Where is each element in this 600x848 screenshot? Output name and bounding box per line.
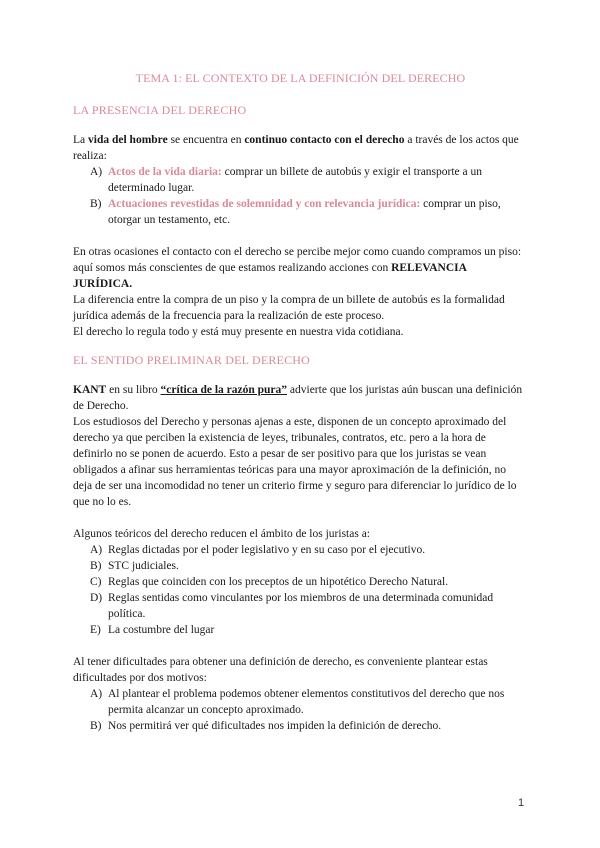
list-marker: C)	[90, 576, 102, 588]
bold-text: vida del hombre	[88, 134, 168, 146]
list-marker: B)	[90, 198, 102, 210]
list-item-text: Reglas dictadas por el poder legislativo y en su caso por el ejecutivo.	[108, 544, 426, 556]
list-item-text: Al plantear el problema podemos obtener elementos constitutivos del derecho que nos permita alcanzar un concepto aproximado.	[108, 688, 505, 716]
list-marker: A)	[90, 166, 103, 178]
paragraph-diferencia: La diferencia entre la compra de un piso y la compra de un billete de autobús es la formalidad jurídica además de la frecuencia para la realización de este proceso.	[73, 294, 505, 322]
text-run: La	[73, 134, 89, 146]
list-item	[73, 686, 528, 718]
motivos-list	[73, 686, 528, 734]
list-marker: B)	[90, 720, 102, 732]
text-run: comprar un piso, otorgar un testamento, etc.	[108, 198, 501, 226]
acts-list	[73, 164, 528, 228]
paragraph-dificultades: Al tener dificultades para obtener una definición de derecho, es conveniente plantear estas dificultades por dos motivos:	[73, 656, 488, 684]
bold-text: RELEVANCIA JURÍDICA.	[73, 262, 467, 290]
list-item-text: Reglas que coinciden con los preceptos de un hipotético Derecho Natural.	[108, 576, 449, 588]
bold-text: KANT	[73, 384, 107, 396]
list-item	[73, 718, 528, 734]
text-run: se encuentra en	[167, 134, 245, 146]
text-run: advierte que los juristas aún buscan una definición de Derecho.	[73, 384, 523, 412]
highlight-label: Actos de la vida diaria:	[108, 166, 222, 178]
bold-text: continuo contacto con el derecho	[244, 134, 405, 146]
text-run: a través de los actos que realiza:	[73, 134, 519, 162]
list-item-text: STC judiciales.	[108, 560, 179, 572]
list-item-text: La costumbre del lugar	[108, 624, 215, 636]
list-item	[73, 622, 528, 638]
highlight-label: Actuaciones revestidas de solemnidad y con relevancia jurídica:	[108, 198, 421, 210]
page-number: 1	[518, 797, 525, 809]
list-item	[73, 542, 528, 558]
list-item	[73, 558, 528, 574]
list-marker: A)	[90, 688, 103, 700]
juristas-list	[73, 542, 528, 638]
book-title: “crítica de la razón pura”	[160, 384, 288, 396]
text-run: En otras ocasiones el contacto con el derecho se percibe mejor como cuando compramos un piso: aquí somos más conscientes de que estamos realizando acciones con	[73, 246, 522, 274]
document-title: TEMA 1: EL CONTEXTO DE LA DEFINICIÓN DEL DERECHO	[135, 71, 466, 85]
list-marker: D)	[90, 592, 103, 604]
list-item-text: Reglas sentidas como vinculantes por los miembros de una determinada comunidad política.	[108, 592, 494, 620]
text-run: comprar un billete de autobús y exigir el transporte a un determinado lugar.	[108, 166, 483, 194]
list-marker: E)	[90, 624, 101, 636]
page-content	[73, 70, 528, 734]
list-item	[73, 574, 528, 590]
section-heading-sentido: EL SENTIDO PRELIMINAR DEL DERECHO	[73, 353, 311, 367]
list-item-text: Nos permitirá ver qué dificultades nos impiden la definición de derecho.	[108, 720, 442, 732]
list-marker: A)	[90, 544, 103, 556]
paragraph-estudiosos: Los estudiosos del Derecho y personas ajenas a este, disponen de un concepto aproximado del derecho ya que perciben la existencia de leyes, tribunales, contratos, etc. pero a la hora de definirlo no se ponen de acuerdo. Esto a pesar de ser positivo para que los juristas se vean obligados a afinar sus herramientas teóricas para una mayor aproximación de la definición, no deja de ser una incomodidad no tener un criterio firme y seguro para diferenciar lo jurídico de lo que no lo es.	[73, 416, 517, 508]
section-heading-presencia: LA PRESENCIA DEL DERECHO	[73, 103, 247, 117]
list-item-text	[108, 196, 528, 228]
paragraph-relevancia	[73, 244, 528, 292]
paragraph-teoricos: Algunos teóricos del derecho reducen el ámbito de los juristas a:	[73, 528, 370, 540]
paragraph-intro	[73, 132, 528, 164]
list-item-text	[108, 164, 528, 196]
paragraph-kant	[73, 382, 528, 414]
list-item	[73, 164, 528, 196]
list-item	[73, 590, 528, 622]
list-item	[73, 196, 528, 228]
text-run: en su libro	[106, 384, 161, 396]
list-marker: B)	[90, 560, 102, 572]
paragraph-regula: El derecho lo regula todo y está muy presente en nuestra vida cotidiana.	[73, 326, 404, 338]
